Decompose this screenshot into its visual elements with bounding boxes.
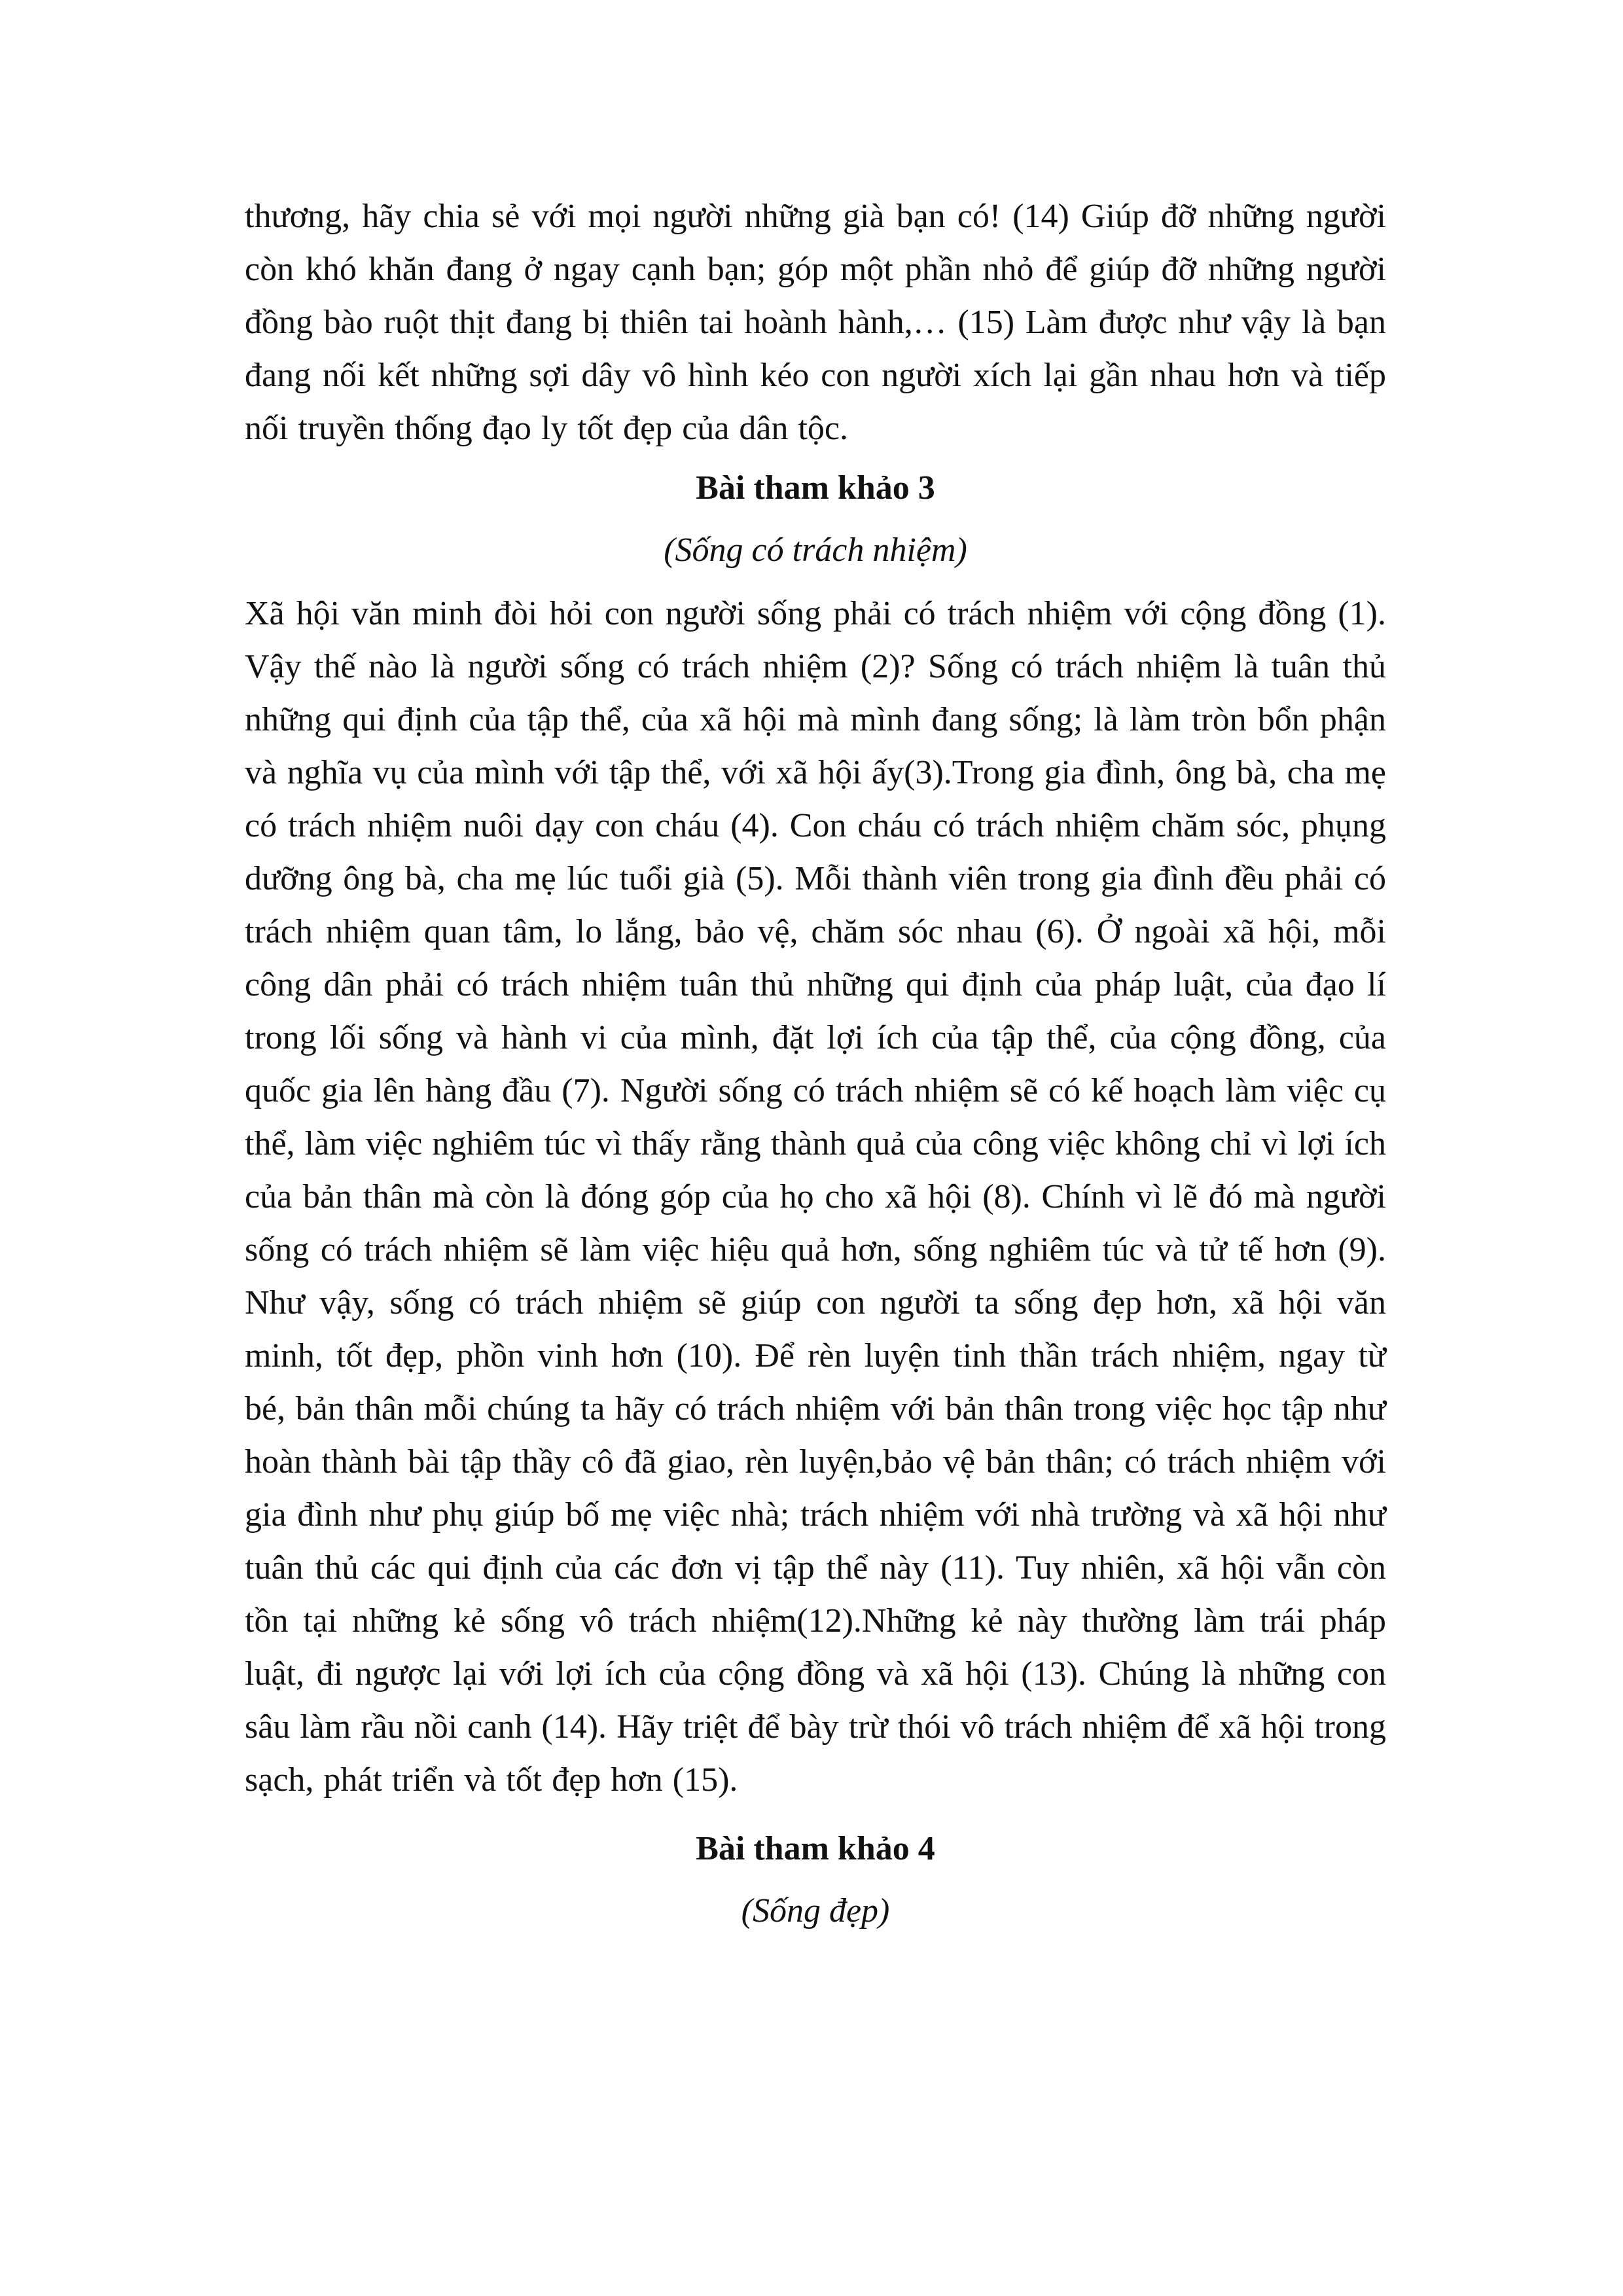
paragraph-continued: thương, hãy chia sẻ với mọi người những già bạn có! (14) Giúp đỡ những người còn khó khăn đang ở ngay cạnh bạn; góp một phần nhỏ để giúp đỡ những người đồng bào ruột thịt đang bị thiên tai hoành hành,… (15) Làm được như vậy là bạn đang nối kết những sợi dây vô hình kéo con người xích lại gần nhau hơn và tiếp nối truyền thống đạo ly tốt đẹp của dân tộc. xyxy=(245,198,1386,447)
section-heading-3: Bài tham khảo 3 xyxy=(696,469,935,507)
section-subtitle-4: (Sống đẹp) xyxy=(741,1892,890,1929)
section-subtitle-3: (Sống có trách nhiệm) xyxy=(664,531,967,569)
document-page xyxy=(245,190,1386,1937)
section-heading-4: Bài tham khảo 4 xyxy=(696,1830,935,1867)
section-body-3: Xã hội văn minh đòi hỏi con người sống phải có trách nhiệm với cộng đồng (1). Vậy thế nào là người sống có trách nhiệm (2)? Sống có trách nhiệm là tuân thủ những qui định của tập thể, của xã hội mà mình đang sống; là làm tròn bổn phận và nghĩa vụ của mình với tập thể, với xã hội ấy(3).Trong gia đình, ông bà, cha mẹ có trách nhiệm nuôi dạy con cháu (4). Con cháu có trách nhiệm chăm sóc, phụng dưỡng ông bà, cha mẹ lúc tuổi già (5). Mỗi thành viên trong gia đình đều phải có trách nhiệm quan tâm, lo lắng, bảo vệ, chăm sóc nhau (6). Ở ngoài xã hội, mỗi công dân phải có trách nhiệm tuân thủ những qui định của pháp luật, của đạo lí trong lối sống và hành vi của mình, đặt lợi ích của tập thể, của cộng đồng, của quốc gia lên hàng đầu (7). Người sống có trách nhiệm sẽ có kế hoạch làm việc cụ thể, làm việc nghiêm túc vì thấy rằng thành quả của công việc không chỉ vì lợi ích của bản thân mà còn là đóng góp của họ cho xã hội (8). Chính vì lẽ đó mà người sống có trách nhiệm sẽ làm việc hiệu quả hơn, sống nghiêm túc và tử tế hơn (9). Như vậy, sống có trách nhiệm sẽ giúp con người ta sống đẹp hơn, xã hội văn minh, tốt đẹp, phồn vinh hơn (10). Để rèn luyện tinh thần trách nhiệm, ngay từ bé, bản thân mỗi chúng ta hãy có trách nhiệm với bản thân trong việc học tập như hoàn thành bài tập thầy cô đã giao, rèn luyện,bảo vệ bản thân; có trách nhiệm với gia đình như phụ giúp bố mẹ việc nhà; trách nhiệm với nhà trường và xã hội như tuân thủ các qui định của các đơn vị tập thể này (11). Tuy nhiên, xã hội vẫn còn tồn tại những kẻ sống vô trách nhiệm(12).Những kẻ này thường làm trái pháp luật, đi ngược lại với lợi ích của cộng đồng và xã hội (13). Chúng là những con sâu làm rầu nồi canh (14). Hãy triệt để bày trừ thói vô trách nhiệm để xã hội trong sạch, phát triển và tốt đẹp hơn (15). xyxy=(245,595,1386,1799)
